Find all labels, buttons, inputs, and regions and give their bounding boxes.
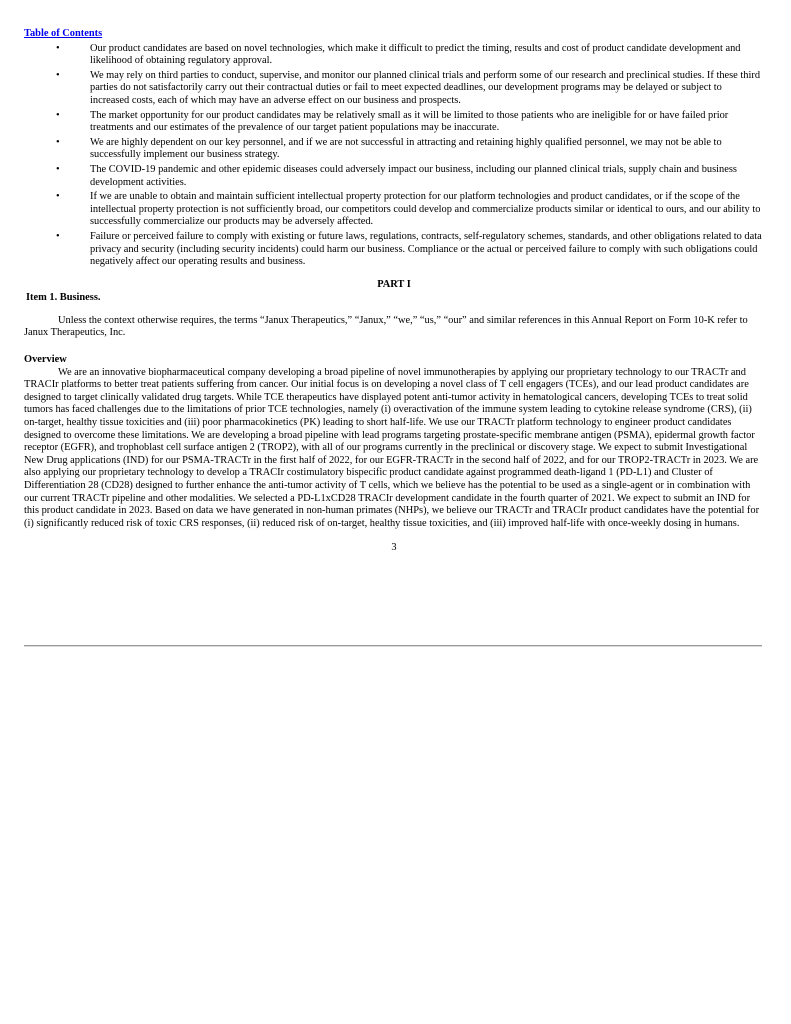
bullet-icon: • [56,109,60,121]
list-item-text: Our product candidates are based on novel technologies, which make it difficult to predict the timing, results and cost of product candidate development and likelihood of obtaining regulatory approval. [90,42,741,67]
bullet-icon: • [56,136,60,148]
bullet-icon: • [56,42,60,54]
risk-factor-list [24,43,764,269]
list-item [24,70,764,108]
list-item-text: We may rely on third parties to conduct, supervise, and monitor our planned clinical trials and perform some of our research and preclinical studies. If these third parties do not satisfactorily carry out their contractual duties or fail to meet expected deadlines, our development programs may be delayed or subject to increased costs, each of which may have an adverse effect on our business and prospects. [90,69,761,106]
overview-paragraph: We are an innovative biopharmaceutical company developing a broad pipeline of novel immunotherapies by applying our proprietary technology to our TRACTr and TRACIr platforms to better treat patients suffering from cancer. Our initial focus is on developing a novel class of T cell engagers (TCEs), and our lead product candidates are designed to target clinically validated drug targets. While TCE therapeutics have displayed potent anti-tumor activity in hematological cancers, developing TCEs to treat solid tumors has faced challenges due to the limitations of prior TCE technologies, namely (i) overactivation of the immune system leading to cytokine release syndrome (CRS), (ii) on-target, healthy tissue toxicities and (iii) poor pharmacokinetics (PK) leading to short half-life. We use our TRACTr platform technology to engineer product candidates designed to overcome these limitations. We are developing a broad pipeline with lead programs targeting prostate-specific membrane antigen (PSMA), epidermal growth factor receptor (EGFR), and trophoblast cell surface antigen 2 (TROP2), with all of our programs currently in the preclinical or discovery stage. We expect to submit Investigational New Drug applications (IND) for our PSMA-TRACTr in the first half of 2022, for our EGFR-TRACTr in the second half of 2022, and for our TROP2-TRACTr in 2023. We are also applying our proprietary technology to develop a TRACIr costimulatory bispecific product candidate against programmed death-ligand 1 (PD-L1) and Cluster of Differentiation 28 (CD28) designed to further enhance the anti-tumor activity of T cells, which we believe has the potential to be used as a single-agent or in combination with our current TRACTr pipeline and other modalities. We selected a PD-L1xCD28 TRACIr development candidate in the fourth quarter of 2021. We expect to submit an IND for this product candidate in 2023. Based on data we have generated in non-human primates (NHPs), we believe our TRACTr and TRACIr product candidates have the potential for (i) significantly reduced risk of toxic CRS responses, (ii) reduced risk of on-target, healthy tissue toxicities, and (iii) improved half-life with once-weekly dosing in humans. [24,366,760,529]
list-item-text: The COVID-19 pandemic and other epidemic diseases could adversely impact our business, including our planned clinical trials, supply chain and business development activities. [90,163,737,188]
list-item-text: We are highly dependent on our key personnel, and if we are not successful in attracting and retaining highly qualified personnel, we may not be able to successfully implement our business strategy. [90,136,722,161]
overview-heading: Overview [24,354,67,366]
bullet-icon: • [56,230,60,242]
item-title: Item 1. Business. [26,292,101,304]
part-title: PART I [377,278,411,290]
bullet-icon: • [56,69,60,81]
bullet-icon: • [56,163,60,175]
list-item [24,191,764,229]
document-page [24,28,764,555]
list-item [24,43,764,68]
bullet-icon: • [56,191,60,203]
list-item [24,231,764,269]
page-divider [24,645,762,647]
list-item [24,164,764,189]
list-item-text: The market opportunity for our product candidates may be relatively small as it will be limited to those patients who are ineligible for or have failed prior treatments and our estimates of the prevalence of our target patient populations may be inaccurate. [90,109,729,134]
table-of-contents-link[interactable]: Table of Contents [24,28,103,39]
page-number: 3 [391,542,397,554]
list-item-text: Failure or perceived failure to comply with existing or future laws, regulations, contracts, self-regulatory schemes, standards, and other obligations related to data privacy and security (including security incidents) could harm our business. Compliance or the actual or perceived failure to comply with such obligations could negatively affect our operating results and business. [90,230,762,268]
list-item-text: If we are unable to obtain and maintain sufficient intellectual property protection for our platform technologies and product candidates, or if the scope of the intellectual property protection is not sufficiently broad, our competitors could develop and commercialize products similar or identical to ours, and our ability to successfully commercialize our products may be adversely affected. [90,191,761,228]
list-item [24,137,764,162]
list-item [24,110,764,135]
intro-paragraph: Unless the context otherwise requires, the terms “Janux Therapeutics,” “Janux,” “we,” “us,” “our” and similar references in this Annual Report on Form 10-K refer to Janux Therapeutics, Inc. [24,314,748,339]
